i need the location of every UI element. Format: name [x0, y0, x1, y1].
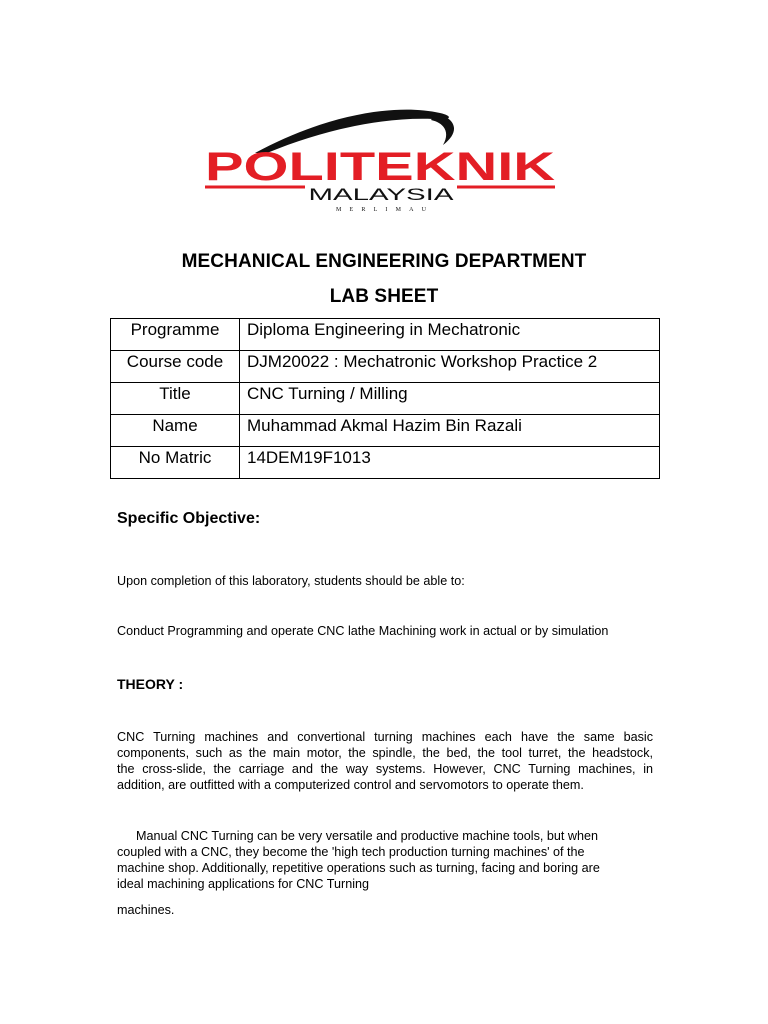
course-code-label: Course code [111, 351, 240, 383]
title-label: Title [111, 383, 240, 415]
paragraph-line: components, such as the main motor, the spindle, the bed, the tool turret, the headstock, [117, 746, 653, 760]
table-row [111, 415, 660, 447]
politeknik-logo [195, 105, 565, 215]
paragraph-line: addition, are outfitted with a computerized control and servomotors to operate them. [117, 778, 584, 792]
info-table [110, 318, 660, 479]
logo-brand-text: POLITEKNIK [205, 145, 556, 189]
paragraph-line: machine shop. Additionally, repetitive operations such as turning, facing and boring are [117, 861, 600, 875]
logo-campus-text: MERLIMAU [336, 207, 426, 213]
theory-paragraph-1 [117, 729, 653, 793]
logo-country-text: MALAYSIA [308, 185, 455, 204]
theory-paragraph-3: machines. [117, 903, 175, 917]
objective-intro: Upon completion of this laboratory, students should be able to: [117, 574, 465, 588]
politeknik-logo-graphic [195, 105, 565, 215]
name-value: Muhammad Akmal Hazim Bin Razali [240, 415, 660, 447]
theory-heading: THEORY : [117, 676, 184, 692]
table-row [111, 351, 660, 383]
lab-sheet-heading: LAB SHEET [329, 286, 439, 307]
paragraph-line: ideal machining applications for CNC Turning [117, 877, 370, 891]
objective-heading: Specific Objective: [117, 510, 261, 527]
theory-paragraph-2 [117, 828, 653, 892]
table-row [111, 447, 660, 479]
paragraph-line: the cross-slide, the carriage and the way systems. However, CNC Turning machines, in [117, 762, 653, 776]
paragraph-line: CNC Turning machines and convertional turning machines each have the same basic [117, 730, 653, 744]
name-label: Name [111, 415, 240, 447]
paragraph-line: coupled with a CNC, they become the 'high tech production turning machines' of the [117, 845, 585, 859]
paragraph-line: Manual CNC Turning can be very versatile and productive machine tools, but when [136, 829, 599, 843]
programme-label: Programme [111, 319, 240, 351]
table-row [111, 383, 660, 415]
matric-label: No Matric [111, 447, 240, 479]
logo-swoosh-wing [431, 114, 454, 145]
course-code-value: DJM20022 : Mechatronic Workshop Practice 2 [240, 351, 660, 383]
matric-value: 14DEM19F1013 [240, 447, 660, 479]
table-row [111, 319, 660, 351]
programme-value: Diploma Engineering in Mechatronic [240, 319, 660, 351]
objective-item: Conduct Programming and operate CNC lathe Machining work in actual or by simulation [117, 624, 609, 638]
department-heading: MECHANICAL ENGINEERING DEPARTMENT [181, 251, 587, 272]
title-value: CNC Turning / Milling [240, 383, 660, 415]
